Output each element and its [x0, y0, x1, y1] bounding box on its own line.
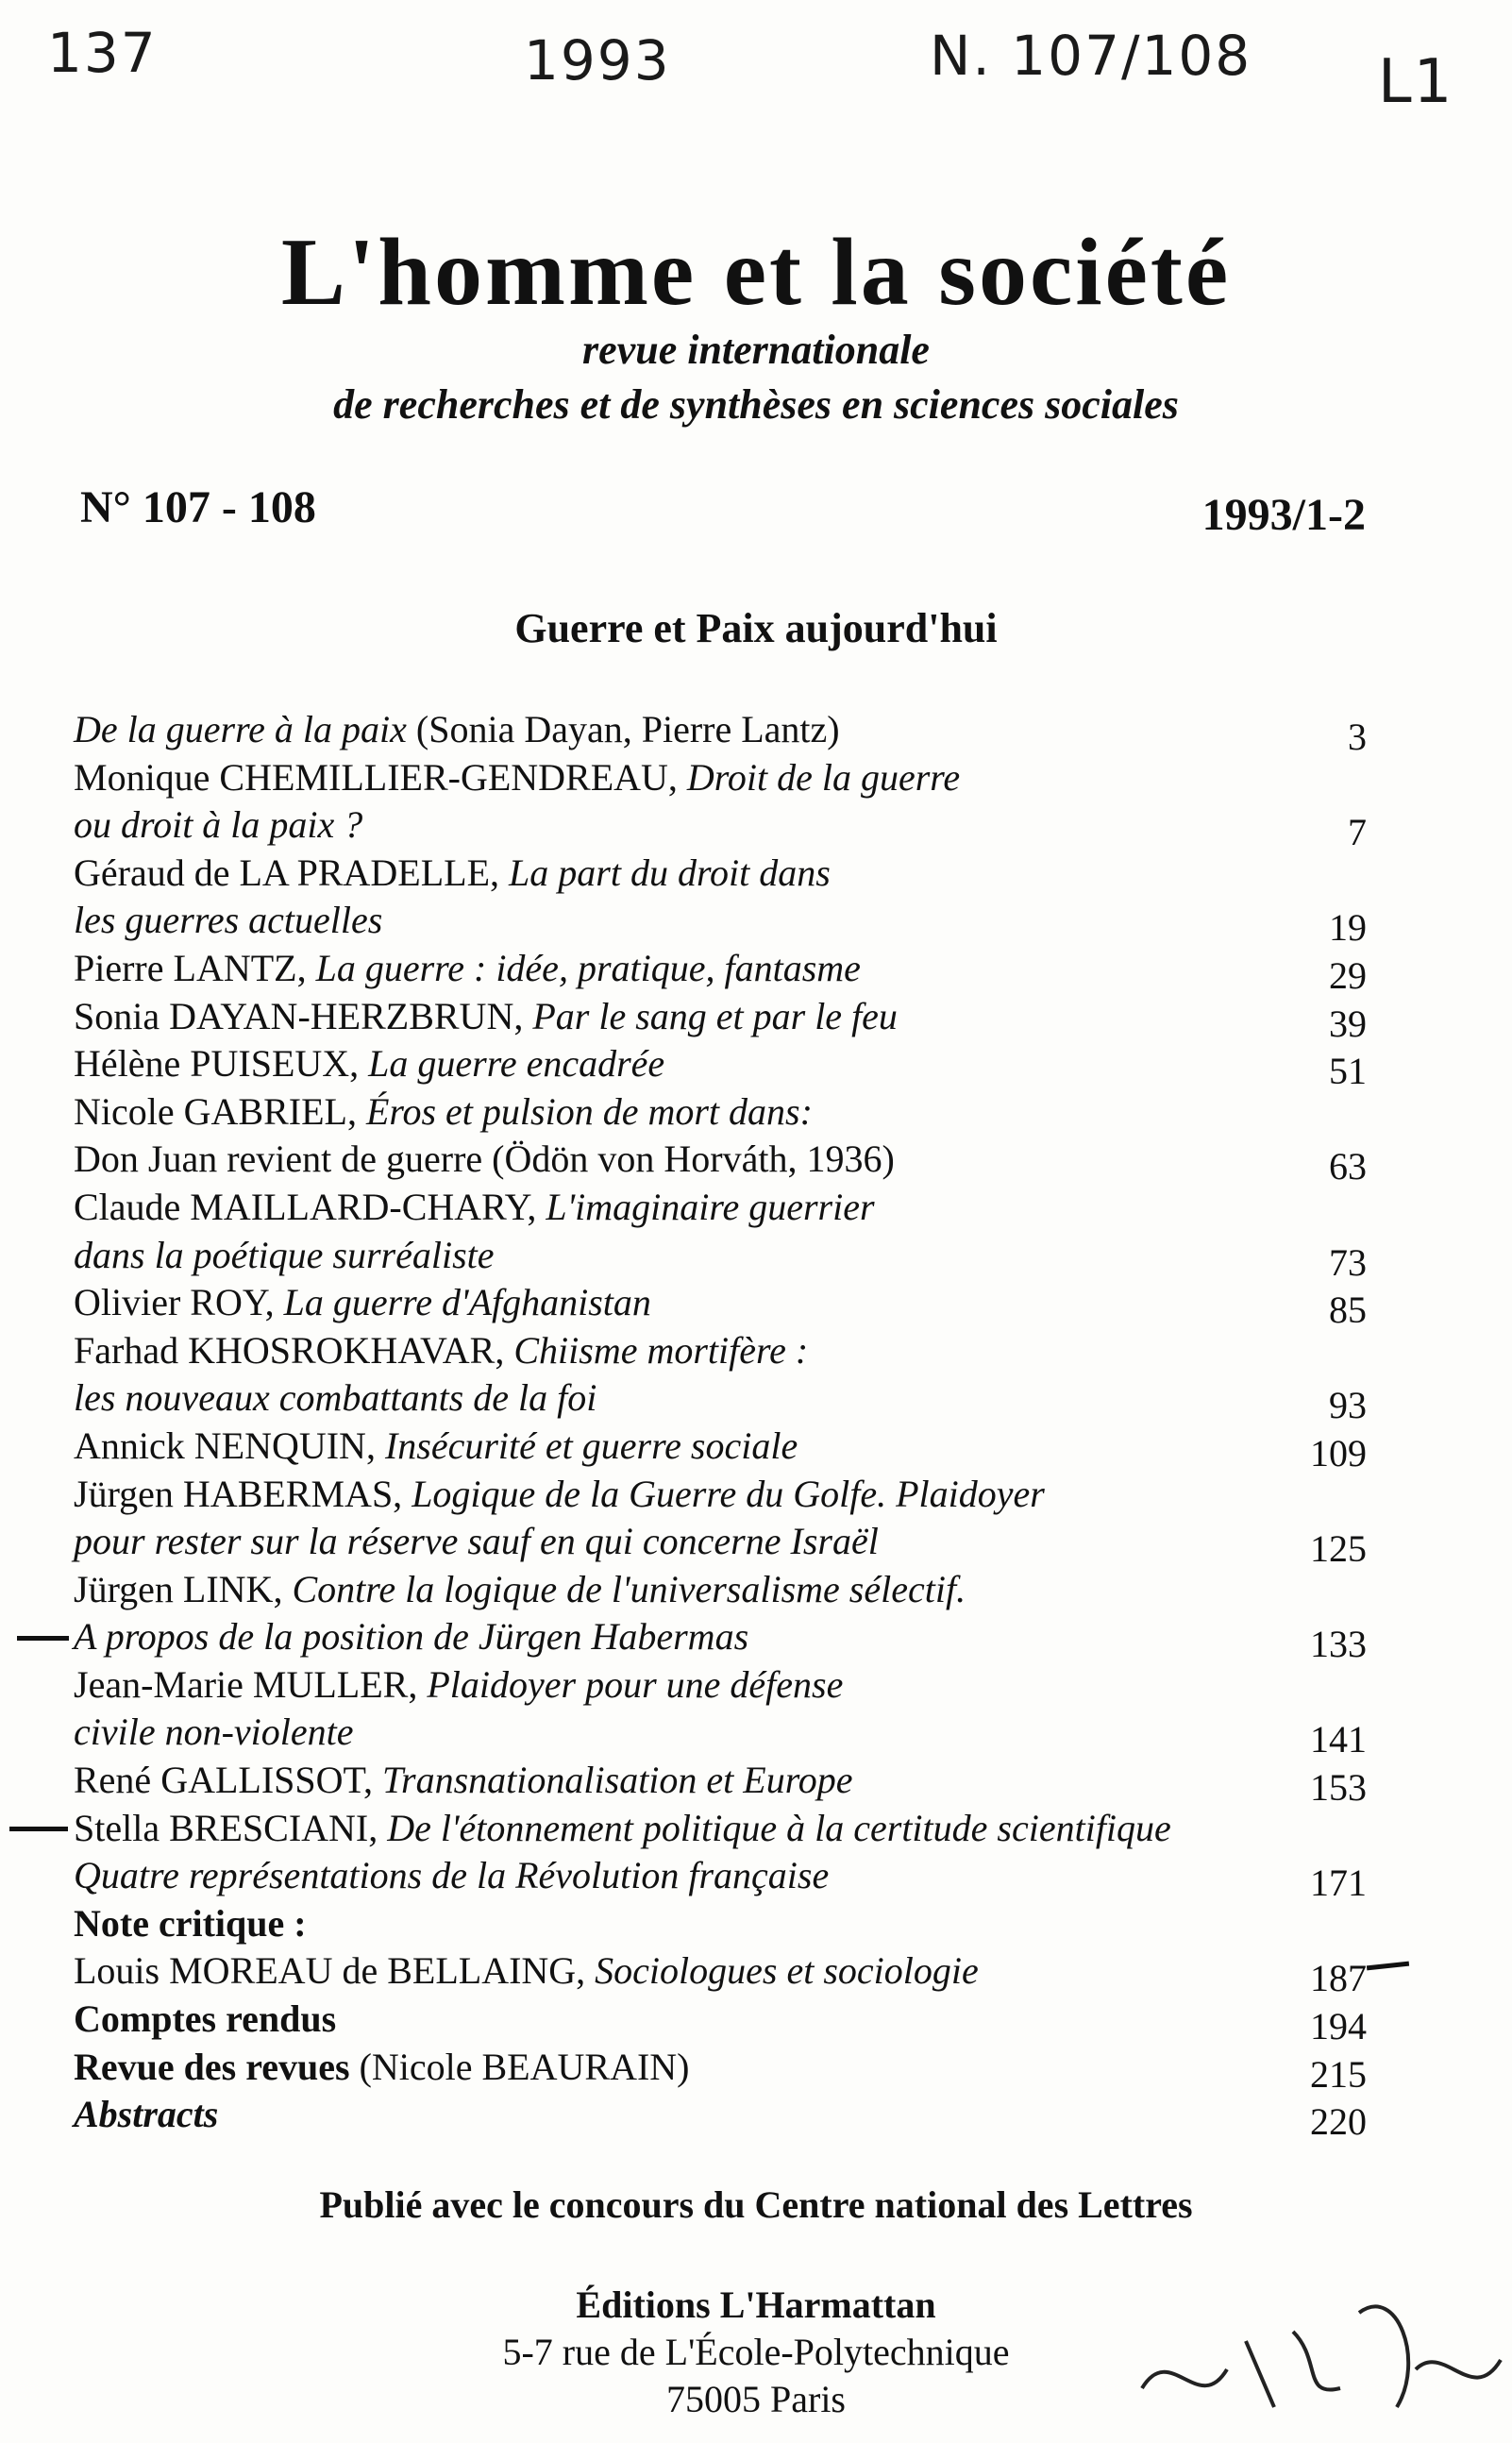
- toc-entry-text: [74, 1090, 813, 1133]
- toc-author: Olivier ROY,: [74, 1281, 284, 1324]
- toc-article-title: Plaidoyer pour une défense: [427, 1662, 844, 1706]
- toc-entry: [74, 1613, 1367, 1666]
- toc-article-title: Par le sang et par le feu: [532, 994, 898, 1037]
- toc-entry-text: [74, 803, 362, 846]
- toc-author: Stella BRESCIANI,: [74, 1806, 388, 1849]
- toc-entry-text: [74, 1710, 354, 1753]
- toc-entry: [74, 1900, 1367, 1948]
- toc-article-title: les guerres actuelles: [74, 899, 383, 942]
- toc-author: Louis MOREAU de BELLAING,: [74, 1949, 596, 1993]
- toc-article-title: Insécurité et guerre sociale: [384, 1424, 798, 1467]
- toc-section-label: Abstracts: [74, 2093, 219, 2136]
- toc-entry-text: [74, 708, 840, 750]
- sponsor-note: Publié avec le concours du Centre national des Lettres: [319, 2183, 1193, 2226]
- toc-entry: [74, 754, 1367, 802]
- toc-entry-text: [74, 1473, 1045, 1515]
- toc-entry: [74, 1374, 1367, 1427]
- toc-note: (Sonia Dayan, Pierre Lantz): [406, 708, 840, 750]
- handwritten-scribble: [1114, 2228, 1510, 2443]
- toc-article-title: La guerre : idée, pratique, fantasme: [315, 946, 861, 989]
- toc-page-number: 19: [1329, 906, 1367, 950]
- publisher-name: Éditions L'Harmattan: [576, 2283, 936, 2326]
- toc-entry-text: [74, 1137, 895, 1180]
- toc-article-title: La guerre d'Afghanistan: [283, 1281, 651, 1324]
- toc-entry: [74, 1232, 1367, 1284]
- toc-entry: [74, 706, 1367, 758]
- handwritten-issue: N. 107/108: [930, 24, 1252, 88]
- toc-entry-text: [74, 1186, 875, 1228]
- toc-page-number: 141: [1310, 1718, 1367, 1761]
- toc-author: Monique CHEMILLIER-GENDREAU,: [74, 755, 687, 799]
- toc-entry-text: [74, 2093, 218, 2135]
- toc-page-number: 109: [1310, 1431, 1367, 1474]
- publisher-address: 5-7 rue de L'École-Polytechnique: [502, 2331, 1010, 2373]
- issue-number: N° 107 - 108: [80, 482, 316, 532]
- toc-page-number: 220: [1310, 2100, 1367, 2144]
- toc-author: Nicole GABRIEL,: [74, 1089, 366, 1133]
- toc-article-title: Chiisme mortifère :: [513, 1328, 809, 1372]
- toc-note: (Nicole BEAURAIN): [349, 2045, 690, 2088]
- toc-section-label: Comptes rendus: [74, 1997, 337, 2041]
- toc-article-title: Éros et pulsion de mort dans:: [365, 1089, 813, 1133]
- toc-article-title: Quatre représentations de la Révolution française: [74, 1854, 830, 1897]
- toc-entry-text: [74, 1902, 307, 1945]
- toc-page-number: 51: [1329, 1050, 1367, 1093]
- toc-entry: [74, 1423, 1367, 1474]
- handwritten-number: 137: [47, 21, 158, 85]
- toc-entry-text: [74, 1807, 1171, 1849]
- toc-entry: [74, 1327, 1367, 1375]
- toc-article-title: civile non-violente: [74, 1710, 354, 1754]
- toc-article-title: pour rester sur la réserve sauf en qui concerne Israël: [74, 1520, 879, 1563]
- subtitle-line-1: revue internationale: [582, 327, 930, 373]
- journal-title: L'homme et la société: [280, 219, 1232, 326]
- toc-article-title: La guerre encadrée: [368, 1042, 665, 1086]
- toc-page-number: 3: [1348, 716, 1367, 758]
- toc-author: Jürgen LINK,: [74, 1567, 293, 1610]
- toc-page-number: 29: [1329, 953, 1367, 997]
- toc-entry: [74, 993, 1367, 1045]
- toc-entry-text: [74, 2046, 689, 2088]
- toc-article-title: Droit de la guerre: [686, 755, 961, 799]
- toc-entry: [74, 1805, 1367, 1853]
- toc-entry-text: [74, 1376, 596, 1419]
- toc-page-number: 125: [1310, 1527, 1367, 1571]
- toc-author: Jürgen HABERMAS,: [74, 1472, 412, 1515]
- toc-author: Hélène PUISEUX,: [74, 1042, 369, 1086]
- toc-entry-text: [74, 756, 960, 799]
- toc-entry-text: [74, 1281, 651, 1323]
- toc-entry-text: [74, 851, 831, 894]
- toc-entry: [74, 2091, 1367, 2144]
- toc-page-number: 85: [1329, 1289, 1367, 1332]
- toc-entry: [74, 1996, 1367, 2048]
- toc-entry: [74, 1088, 1367, 1137]
- toc-entry-text: [74, 947, 861, 989]
- toc-page-number: 153: [1310, 1766, 1367, 1810]
- toc-entry: [74, 1136, 1367, 1188]
- toc-entry: [74, 1040, 1367, 1093]
- toc-article-title: Sociologues et sociologie: [595, 1949, 979, 1993]
- toc-entry-text: [74, 899, 382, 941]
- toc-page-number: 171: [1310, 1862, 1367, 1905]
- toc-page-number: 39: [1329, 1002, 1367, 1045]
- toc-entry-text: [74, 1759, 853, 1801]
- toc-entry: [74, 1279, 1367, 1332]
- toc-article-title: La part du droit dans: [509, 851, 831, 894]
- toc-page-number: 194: [1310, 2005, 1367, 2048]
- toc-article-title: A propos de la position de Jürgen Habermas: [74, 1615, 749, 1659]
- toc-entry: [74, 1184, 1367, 1232]
- toc-entry: [74, 1661, 1367, 1710]
- margin-mark: [1367, 1962, 1409, 1971]
- toc-author: Pierre LANTZ,: [74, 946, 316, 989]
- publisher-city: 75005 Paris: [666, 2378, 846, 2420]
- toc-article-title: dans la poétique surréaliste: [74, 1233, 495, 1276]
- toc-entry: [74, 1471, 1367, 1519]
- toc-entry: [74, 1518, 1367, 1571]
- toc-entry: [74, 945, 1367, 997]
- toc-entry: [74, 1947, 1367, 2000]
- toc-page-number: 73: [1329, 1240, 1367, 1284]
- issue-theme: Guerre et Paix aujourd'hui: [514, 605, 998, 651]
- toc-entry-text: [74, 1854, 829, 1896]
- toc-entry: [74, 2044, 1367, 2096]
- handwritten-corner: L1: [1378, 47, 1454, 117]
- toc-author: Géraud de LA PRADELLE,: [74, 851, 510, 894]
- toc-entry-text: [74, 1568, 966, 1610]
- toc-author: Jean-Marie MULLER,: [74, 1662, 428, 1706]
- toc-entry: [74, 1566, 1367, 1614]
- toc-section-label: Note critique :: [74, 1901, 307, 1945]
- toc-entry: [74, 897, 1367, 950]
- toc-article-title: Logique de la Guerre du Golfe. Plaidoyer: [412, 1472, 1045, 1515]
- toc-entry-text: [74, 1615, 748, 1658]
- toc-entry-text: [74, 1424, 798, 1467]
- issue-date: 1993/1-2: [1201, 490, 1366, 540]
- toc-entry: [74, 1757, 1367, 1810]
- toc-entry-text: [74, 1520, 879, 1562]
- toc-page-number: 133: [1310, 1623, 1367, 1666]
- toc-entry-text: [74, 1329, 808, 1372]
- toc-author: René GALLISSOT,: [74, 1759, 382, 1802]
- toc-entry-text: [74, 1663, 843, 1706]
- toc-entry: [74, 801, 1367, 854]
- handwritten-year: 1993: [524, 28, 671, 93]
- toc-article-title: De l'étonnement politique à la certitude scientifique: [387, 1806, 1171, 1849]
- toc-entry-text: [74, 1042, 664, 1085]
- margin-mark: [17, 1636, 69, 1641]
- subtitle-line-2: de recherches et de synthèses en sciences sociales: [333, 381, 1179, 428]
- toc-author: Farhad KHOSROKHAVAR,: [74, 1328, 514, 1372]
- toc-section-label: Revue des revues: [74, 2045, 350, 2088]
- toc-page-number: 187: [1310, 1957, 1367, 2000]
- margin-mark: [9, 1827, 68, 1831]
- toc-entry: [74, 1709, 1367, 1761]
- toc-article-title: L'imaginaire guerrier: [546, 1185, 875, 1228]
- toc-entry-text: [74, 995, 898, 1037]
- toc-page-number: 93: [1329, 1384, 1367, 1427]
- table-of-contents: [74, 706, 1367, 2144]
- toc-entry-text: [74, 1997, 336, 2040]
- toc-author: Sonia DAYAN-HERZBRUN,: [74, 994, 533, 1037]
- toc-entry-text: [74, 1949, 979, 1992]
- toc-article-title: De la guerre à la paix: [74, 708, 407, 750]
- toc-author: Don Juan revient de guerre (Ödön von Horváth, 1936): [74, 1137, 895, 1181]
- toc-article-title: Contre la logique de l'universalisme sélectif.: [292, 1567, 966, 1610]
- toc-page-number: 7: [1348, 811, 1367, 854]
- toc-entry: [74, 850, 1367, 898]
- toc-article-title: les nouveaux combattants de la foi: [74, 1376, 597, 1420]
- toc-article-title: Transnationalisation et Europe: [382, 1759, 853, 1802]
- toc-page-number: 63: [1329, 1145, 1367, 1188]
- toc-entry: [74, 1852, 1367, 1905]
- toc-entry-text: [74, 1234, 495, 1276]
- toc-article-title: ou droit à la paix ?: [74, 803, 363, 847]
- toc-author: Claude MAILLARD-CHARY,: [74, 1185, 546, 1228]
- toc-page-number: 215: [1310, 2052, 1367, 2096]
- toc-author: Annick NENQUIN,: [74, 1424, 385, 1467]
